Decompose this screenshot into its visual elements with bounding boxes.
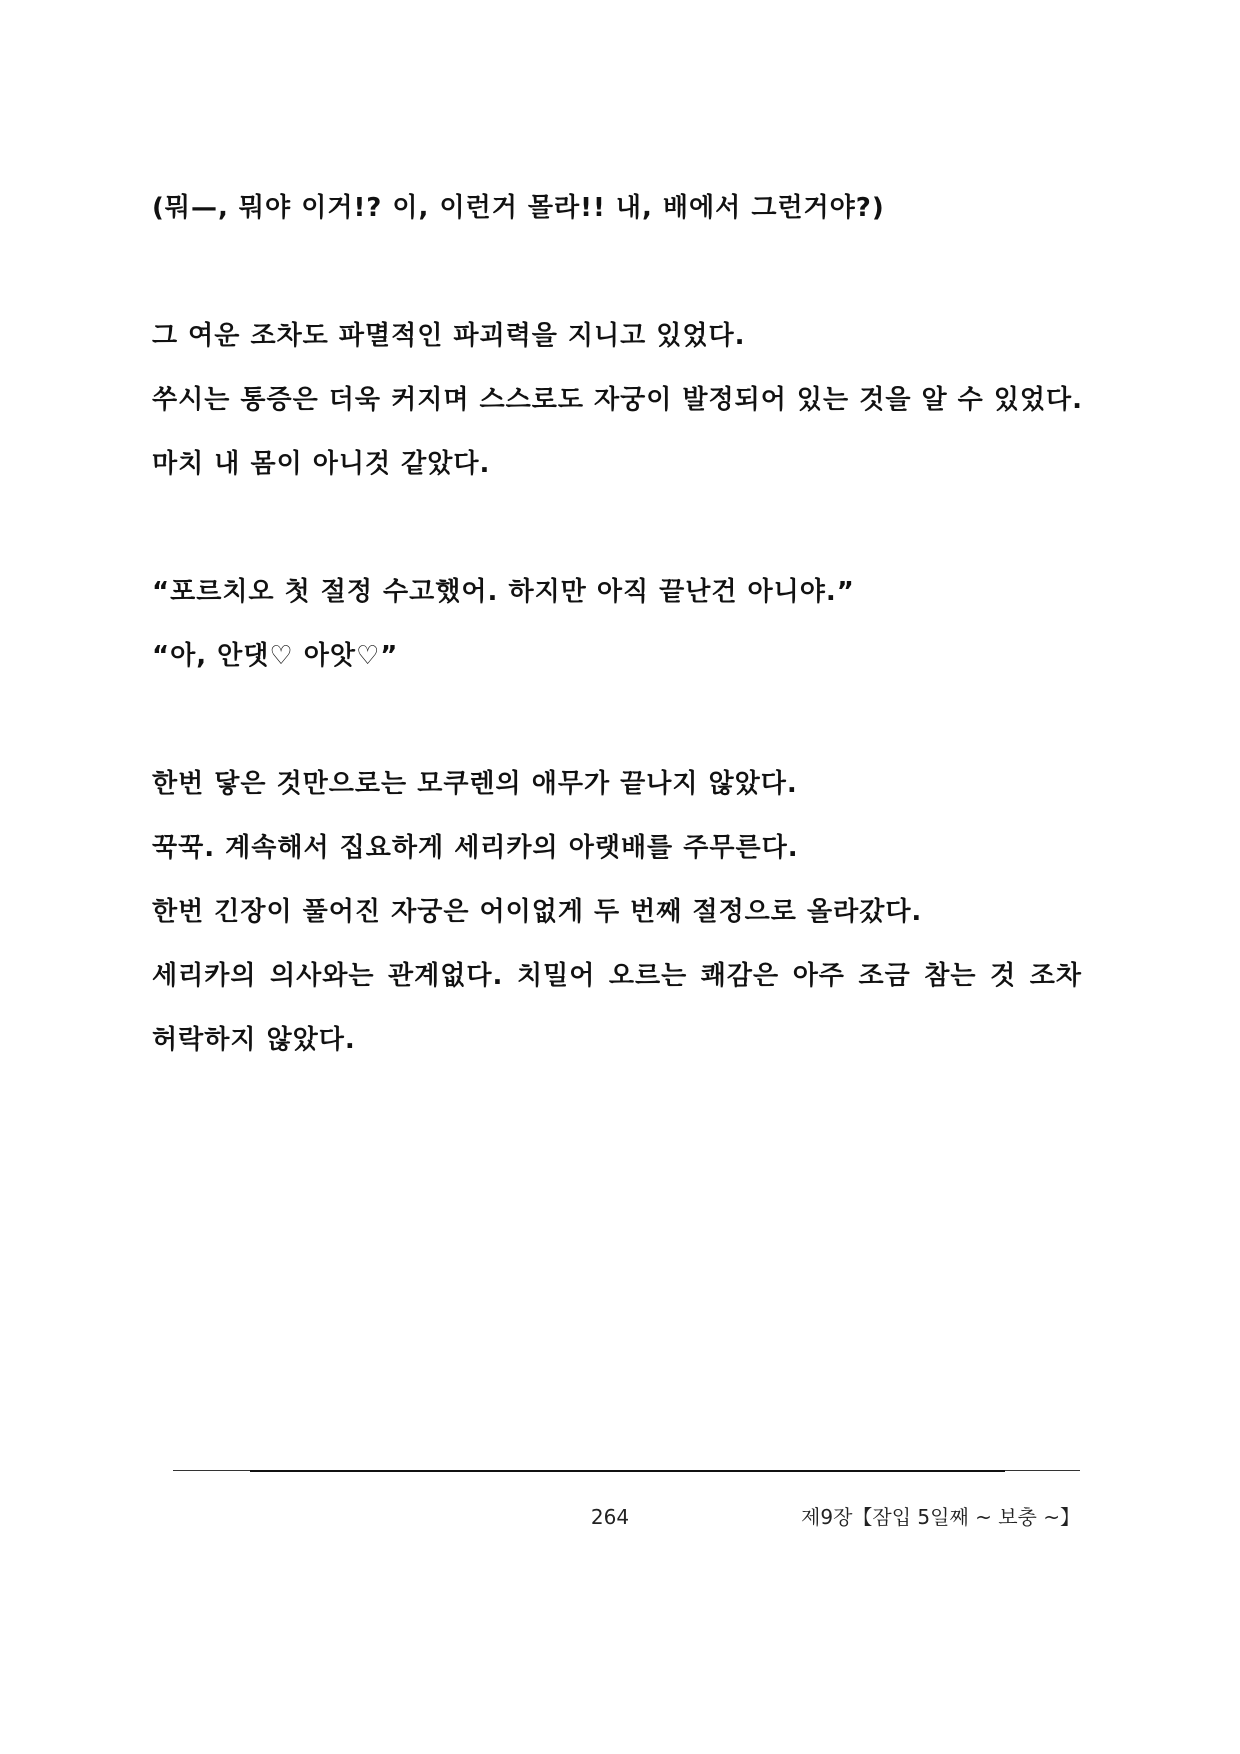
page-number: 264 <box>590 1505 630 1529</box>
paragraph-line: 허락하지 않았다. <box>152 1025 356 1055</box>
page-body <box>152 176 1082 1072</box>
paragraph-gap <box>152 496 1082 560</box>
footer-rule-bold <box>250 1470 1005 1472</box>
dialogue-line: “아, 안댓♡ 아앗♡” <box>152 641 399 671</box>
paragraph: 한번 닿은 것만으로는 모쿠렌의 애무가 끝나지 않았다. <box>152 769 798 799</box>
running-title: 제9장【잠입 5일째 ~ 보충 ~】 <box>801 1505 1080 1529</box>
paragraph: 꾹꾹. 계속해서 집요하게 세리카의 아랫배를 주무른다. <box>152 833 799 863</box>
paragraph: 그 여운 조차도 파멸적인 파괴력을 지니고 있었다. <box>152 321 746 351</box>
paragraph: 마치 내 몸이 아니것 같았다. <box>152 449 491 479</box>
paragraph: 한번 긴장이 풀어진 자궁은 어이없게 두 번째 절정으로 올라갔다. <box>152 897 923 927</box>
dialogue-line: “포르치오 첫 절정 수고했어. 하지만 아직 끝난건 아니야.” <box>152 577 855 607</box>
paragraph: 쑤시는 통증은 더욱 커지며 스스로도 자궁이 발정되어 있는 것을 알 수 있었다. <box>152 385 1084 415</box>
paragraph-gap <box>152 240 1082 304</box>
paragraph-gap <box>152 688 1082 752</box>
paragraph-inner-monologue: (뭐—, 뭐야 이거!? 이, 이런거 몰라!! 내, 배에서 그런거야?) <box>152 193 885 223</box>
paragraph-line: 세리카의 의사와는 관계없다. 치밀어 오르는 쾌감은 아주 조금 참는 것 조차 <box>152 961 1082 991</box>
